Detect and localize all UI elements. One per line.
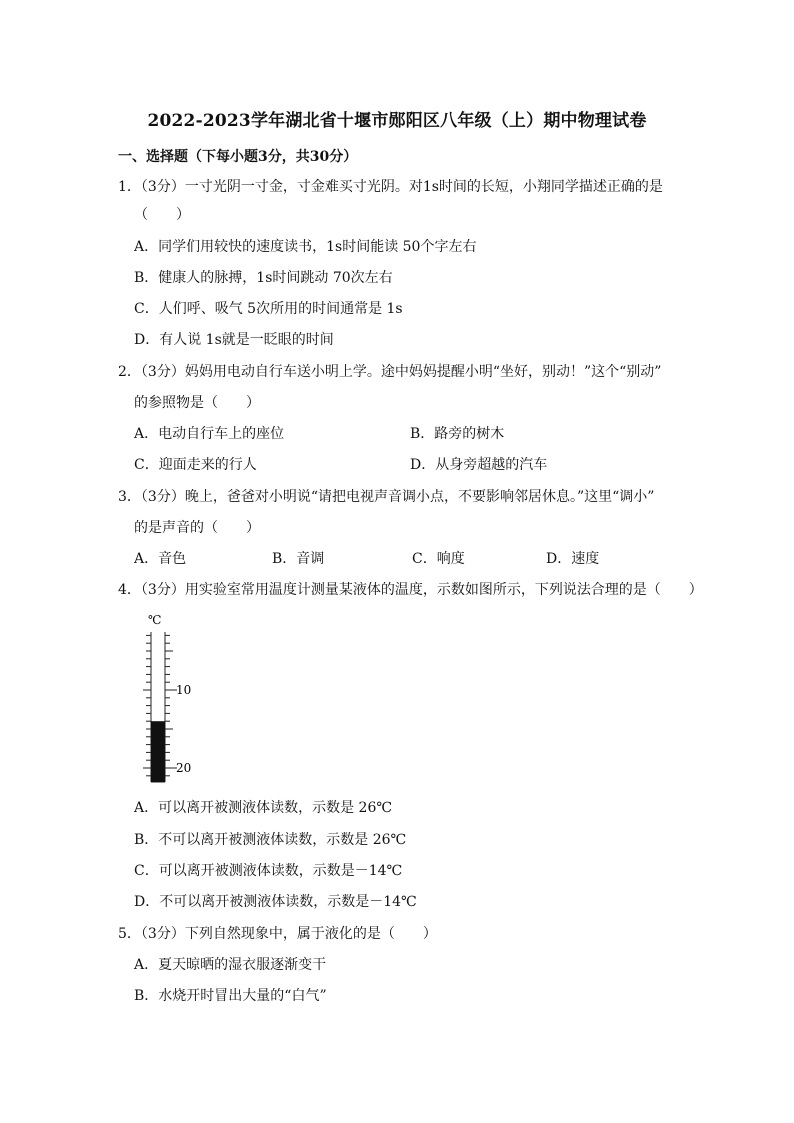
- section-heading: 一、选择题（下每小题3分，共30分）: [118, 149, 358, 165]
- q3-stem: 3．（3分）晚上，爸爸对小明说“请把电视声音调小点，不要影响邻居休息。”这里“调小”: [118, 489, 655, 505]
- q2-option-b: B．路旁的树木: [410, 426, 505, 442]
- q1-option-c: C．人们呼、吸气 5次所用的时间通常是 1s: [134, 301, 403, 317]
- q3-option-a: A．音色: [134, 551, 187, 567]
- unit-label: ℃: [148, 613, 162, 627]
- q4-option-b: B．不可以离开被测液体读数，示数是 26℃: [134, 832, 407, 848]
- q5-option-a: A．夏天晾晒的湿衣服逐渐变干: [134, 957, 327, 973]
- q3-option-c: C．响度: [412, 551, 465, 567]
- q2-option-a: A．电动自行车上的座位: [134, 426, 285, 442]
- q2-stem-cont: 的参照物是（ ）: [134, 395, 260, 411]
- q4-option-a: A．可以离开被测液体读数，示数是 26℃: [134, 800, 393, 816]
- scale-label-20: 20: [176, 761, 192, 775]
- q3-stem-cont: 的是声音的（ ）: [134, 520, 260, 536]
- q4-option-d: D．不可以离开被测液体读数，示数是－14℃: [134, 894, 417, 910]
- q2-option-c: C．迎面走来的行人: [134, 457, 257, 473]
- q1-option-b: B．健康人的脉搏，1s时间跳动 70次左右: [134, 270, 393, 286]
- page-title: 2022-2023学年湖北省十堰市郧阳区八年级（上）期中物理试卷: [147, 111, 647, 131]
- q4-option-c: C．可以离开被测液体读数，示数是－14℃: [134, 863, 403, 879]
- q3-option-b: B．音调: [272, 551, 325, 567]
- q3-option-d: D．速度: [546, 551, 600, 567]
- q1-stem: 1．（3分）一寸光阴一寸金，寸金难买寸光阴。对1s时间的长短，小翔同学描述正确的是: [118, 179, 663, 195]
- q2-stem: 2．（3分）妈妈用电动自行车送小明上学。途中妈妈提醒小明“坐好，别动！”这个“别动”: [118, 364, 662, 380]
- liquid-column: [151, 721, 165, 782]
- q1-option-d: D．有人说 1s就是一眨眼的时间: [134, 332, 334, 348]
- q5-stem: 5．（3分）下列自然现象中，属于液化的是（ ）: [118, 926, 437, 942]
- q1-option-a: A．同学们用较快的速度读书，1s时间能读 50个字左右: [134, 239, 477, 255]
- thermometer-svg: [138, 612, 228, 787]
- thermometer-figure: [138, 612, 228, 787]
- q5-option-b: B．水烧开时冒出大量的“白气”: [134, 988, 327, 1004]
- q1-stem-bracket: （ ）: [134, 207, 190, 223]
- q2-option-d: D．从身旁超越的汽车: [410, 457, 548, 473]
- scale-label-10: 10: [176, 683, 192, 697]
- q4-stem: 4．（3分）用实验室常用温度计测量某液体的温度，示数如图所示，下列说法合理的是（ ）: [118, 582, 703, 598]
